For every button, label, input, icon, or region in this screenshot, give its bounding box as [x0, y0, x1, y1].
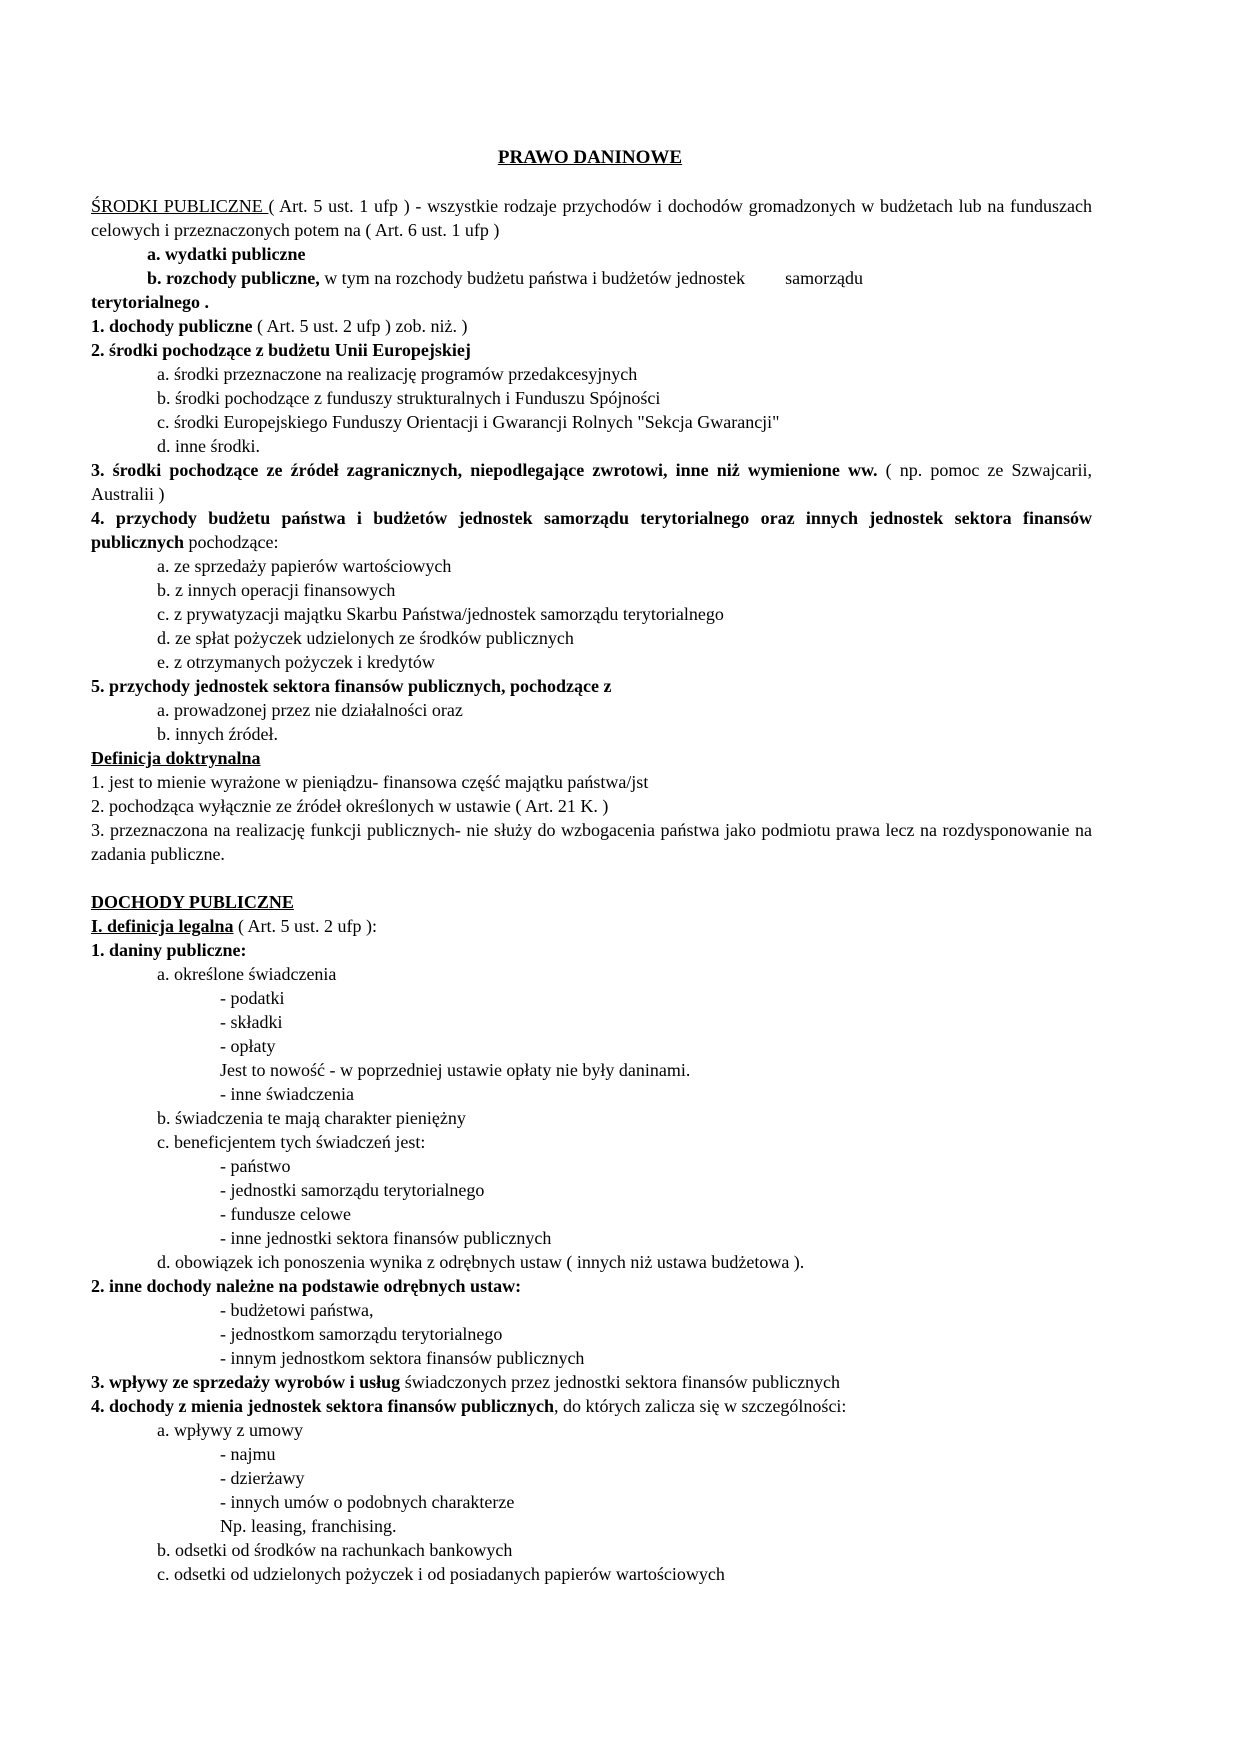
list-item: a. określone świadczenia	[157, 964, 337, 984]
list-item: d. obowiązek ich ponoszenia wynika z odrębnych ustaw ( innych niż ustawa budżetowa ).	[157, 1252, 805, 1272]
list-item-continuation: terytorialnego .	[91, 292, 209, 312]
numbered-item: 1. dochody publiczne ( Art. 5 ust. 2 ufp ) zob. niż. )	[91, 316, 468, 336]
list-item: c. odsetki od udzielonych pożyczek i od posiadanych papierów wartościowych	[157, 1564, 725, 1584]
list-item: d. ze spłat pożyczek udzielonych ze środków publicznych	[157, 628, 574, 648]
list-item: a. środki przeznaczone na realizację programów przedakcesyjnych	[157, 364, 638, 384]
document-title: PRAWO DANINOWE	[497, 147, 683, 168]
list-item: c. środki Europejskiego Funduszy Orientacji i Gwarancji Rolnych "Sekcja Gwarancji"	[157, 412, 780, 432]
numbered-item: 1. daniny publiczne:	[91, 940, 247, 960]
section-heading-dochody: DOCHODY PUBLICZNE	[91, 892, 294, 912]
dash-item: - innych umów o podobnych charakterze	[220, 1492, 515, 1512]
list-item: a. wydatki publiczne	[147, 244, 306, 264]
note-text: Np. leasing, franchising.	[220, 1516, 397, 1536]
subheading-definicja-doktrynalna: Definicja doktrynalna	[91, 748, 261, 768]
dash-item: - inne świadczenia	[220, 1084, 354, 1104]
numbered-item: 5. przychody jednostek sektora finansów publicznych, pochodzące z	[91, 676, 612, 696]
list-item: b. innych źródeł.	[157, 724, 278, 744]
dash-item: - najmu	[220, 1444, 276, 1464]
dash-item: - innym jednostkom sektora finansów publicznych	[220, 1348, 585, 1368]
definition-item: 3. przeznaczona na realizację funkcji publicznych- nie służy do wzbogacenia państwa jako podmiotu prawa lecz na rozdysponowanie na zadania publiczne.	[91, 820, 1092, 864]
numbered-item: 4. przychody budżetu państwa i budżetów jednostek samorządu terytorialnego oraz innych jednostek sektora finansów publicznych pochodzące:	[91, 508, 1092, 552]
srodki-intro-text: ( Art. 5 ust. 1 ufp ) - wszystkie rodzaje przychodów i dochodów gromadzonych w budżetach lub na funduszach celowych i przeznaczonych potem na ( Art. 6 ust. 1 ufp )	[91, 196, 1092, 240]
numbered-item: 2. środki pochodzące z budżetu Unii Europejskiej	[91, 340, 471, 360]
list-item: a. prowadzonej przez nie działalności oraz	[157, 700, 463, 720]
srodki-intro-paragraph	[91, 194, 1092, 242]
list-item: c. z prywatyzacji majątku Skarbu Państwa/jednostek samorządu terytorialnego	[157, 604, 724, 624]
numbered-item: 4. dochody z mienia jednostek sektora finansów publicznych, do których zalicza się w szczególności:	[91, 1396, 847, 1416]
section-heading-srodki: ŚRODKI PUBLICZNE	[91, 196, 269, 216]
list-item: b. świadczenia te mają charakter pieniężny	[157, 1108, 466, 1128]
list-item: d. inne środki.	[157, 436, 260, 456]
subheading-definicja-legalna: I. definicja legalna ( Art. 5 ust. 2 ufp ):	[91, 916, 377, 936]
definition-item: 1. jest to mienie wyrażone w pieniądzu- finansowa część majątku państwa/jst	[91, 772, 649, 792]
dash-item: - opłaty	[220, 1036, 276, 1056]
dash-item: - państwo	[220, 1156, 291, 1176]
list-item: c. beneficjentem tych świadczeń jest:	[157, 1132, 426, 1152]
numbered-item: 3. środki pochodzące ze źródeł zagranicznych, niepodlegające zwrotowi, inne niż wymienione ww. ( np. pomoc ze Szwajcarii, Australii )	[91, 460, 1092, 504]
dash-item: - inne jednostki sektora finansów publicznych	[220, 1228, 552, 1248]
list-item: a. wpływy z umowy	[157, 1420, 303, 1440]
list-item: e. z otrzymanych pożyczek i kredytów	[157, 652, 435, 672]
list-item: b. środki pochodzące z funduszy strukturalnych i Funduszu Spójności	[157, 388, 661, 408]
list-item: b. rozchody publiczne, w tym na rozchody budżetu państwa i budżetów jednostek samorządu	[147, 268, 864, 288]
dash-item: - dzierżawy	[220, 1468, 305, 1488]
dash-item: - fundusze celowe	[220, 1204, 351, 1224]
document-body	[91, 194, 1092, 1586]
list-item: b. odsetki od środków na rachunkach bankowych	[157, 1540, 513, 1560]
list-item: b. z innych operacji finansowych	[157, 580, 396, 600]
numbered-item: 3. wpływy ze sprzedaży wyrobów i usług świadczonych przez jednostki sektora finansów publicznych	[91, 1372, 841, 1392]
dash-item: - podatki	[220, 988, 285, 1008]
definition-item: 2. pochodząca wyłącznie ze źródeł określonych w ustawie ( Art. 21 K. )	[91, 796, 609, 816]
note-text: Jest to nowość - w poprzedniej ustawie opłaty nie były daninami.	[220, 1060, 691, 1080]
dash-item: - jednostki samorządu terytorialnego	[220, 1180, 485, 1200]
list-item: a. ze sprzedaży papierów wartościowych	[157, 556, 452, 576]
dash-item: - składki	[220, 1012, 283, 1032]
dash-item: - budżetowi państwa,	[220, 1300, 374, 1320]
dash-item: - jednostkom samorządu terytorialnego	[220, 1324, 503, 1344]
numbered-item: 2. inne dochody należne na podstawie odrębnych ustaw:	[91, 1276, 522, 1296]
